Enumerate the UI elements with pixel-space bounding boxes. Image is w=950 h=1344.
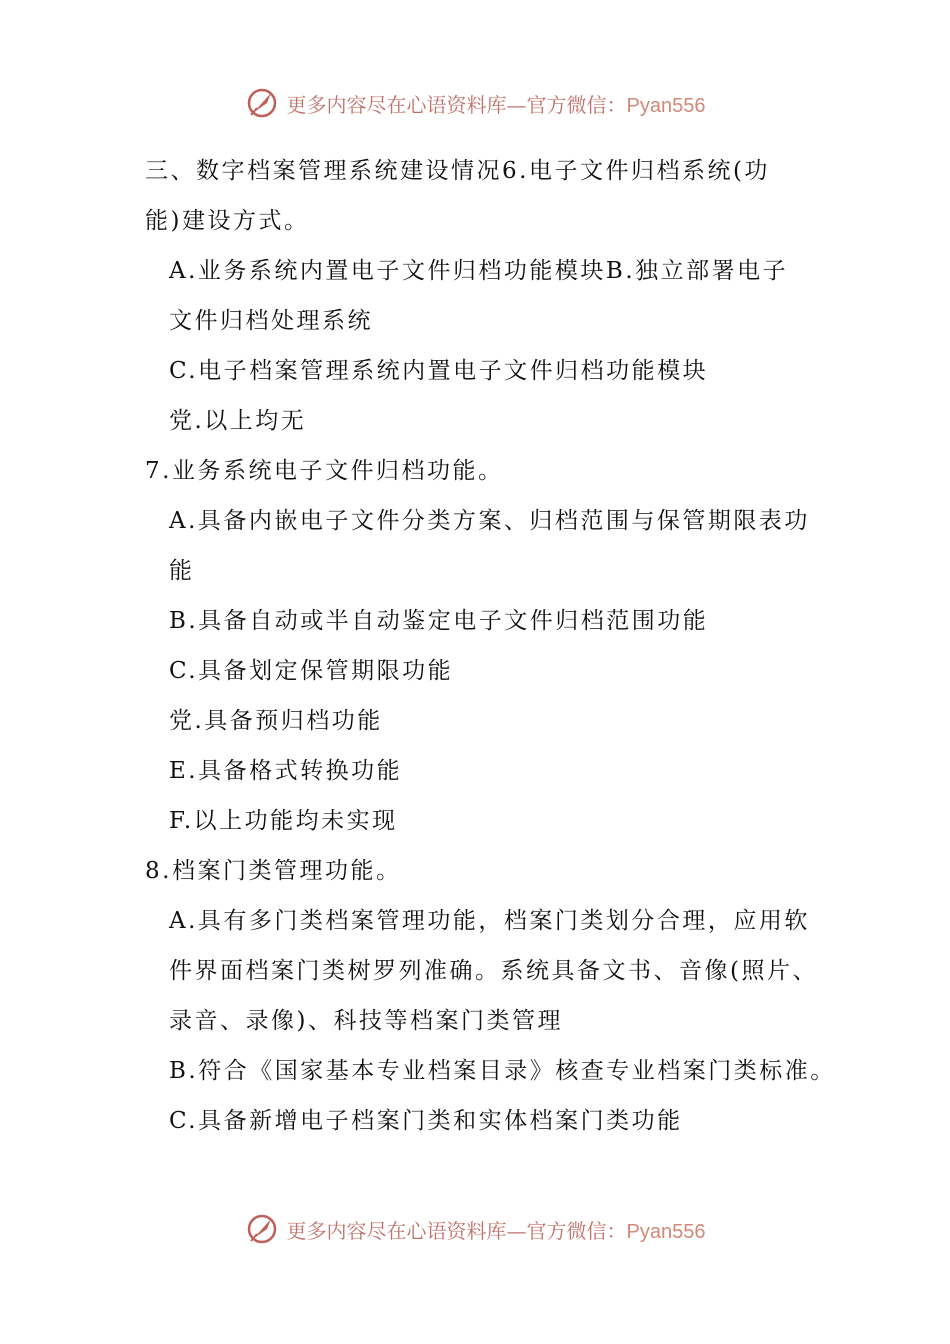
- banner-slogan: 更多内容尽在心语资料库—官方微信：: [286, 1218, 627, 1243]
- option-line: A.具有多门类档案管理功能，档案门类划分合理，应用软: [169, 908, 810, 934]
- question-line: 7.业务系统电子文件归档功能。: [145, 458, 504, 484]
- option-line: 党.以上均无: [169, 408, 307, 434]
- option-line: B.符合《国家基本专业档案目录》核查专业档案门类标准。: [169, 1058, 836, 1084]
- question-line: 8.档案门类管理功能。: [145, 858, 402, 884]
- text-line: 能)建设方式。: [145, 208, 310, 234]
- option-line: E.具备格式转换功能: [169, 758, 403, 784]
- document-body: [145, 146, 835, 1146]
- option-line: C.具备新增电子档案门类和实体档案门类功能: [169, 1108, 683, 1134]
- option-line: C.电子档案管理系统内置电子文件归档功能模块: [169, 358, 709, 384]
- header-banner: [0, 86, 950, 120]
- header-banner-text: [287, 89, 706, 118]
- text-line: 三、数字档案管理系统建设情况6.电子文件归档系统(功: [145, 158, 770, 184]
- banner-wechat-id: Pyan556: [626, 94, 706, 117]
- banner-wechat-id: Pyan556: [626, 1220, 706, 1243]
- quill-logo-icon: [245, 1212, 279, 1246]
- footer-banner-text: [287, 1215, 706, 1244]
- option-line: A.业务系统内置电子文件归档功能模块B.独立部署电子: [169, 258, 789, 284]
- footer-banner: [0, 1212, 950, 1246]
- option-line: 文件归档处理系统: [169, 308, 373, 334]
- option-line: C.具备划定保管期限功能: [169, 658, 454, 684]
- option-line: 录音、录像)、科技等档案门类管理: [169, 1008, 563, 1034]
- quill-logo-icon: [245, 86, 279, 120]
- option-line: 党.具备预归档功能: [169, 708, 383, 734]
- option-line: B.具备自动或半自动鉴定电子文件归档范围功能: [169, 608, 709, 634]
- option-line: F.以上功能均未实现: [169, 808, 398, 834]
- banner-slogan: 更多内容尽在心语资料库—官方微信：: [286, 92, 627, 117]
- option-line: A.具备内嵌电子文件分类方案、归档范围与保管期限表功: [169, 508, 810, 534]
- option-line: 件界面档案门类树罗列准确。系统具备文书、音像(照片、: [169, 958, 818, 984]
- option-line: 能: [169, 558, 195, 584]
